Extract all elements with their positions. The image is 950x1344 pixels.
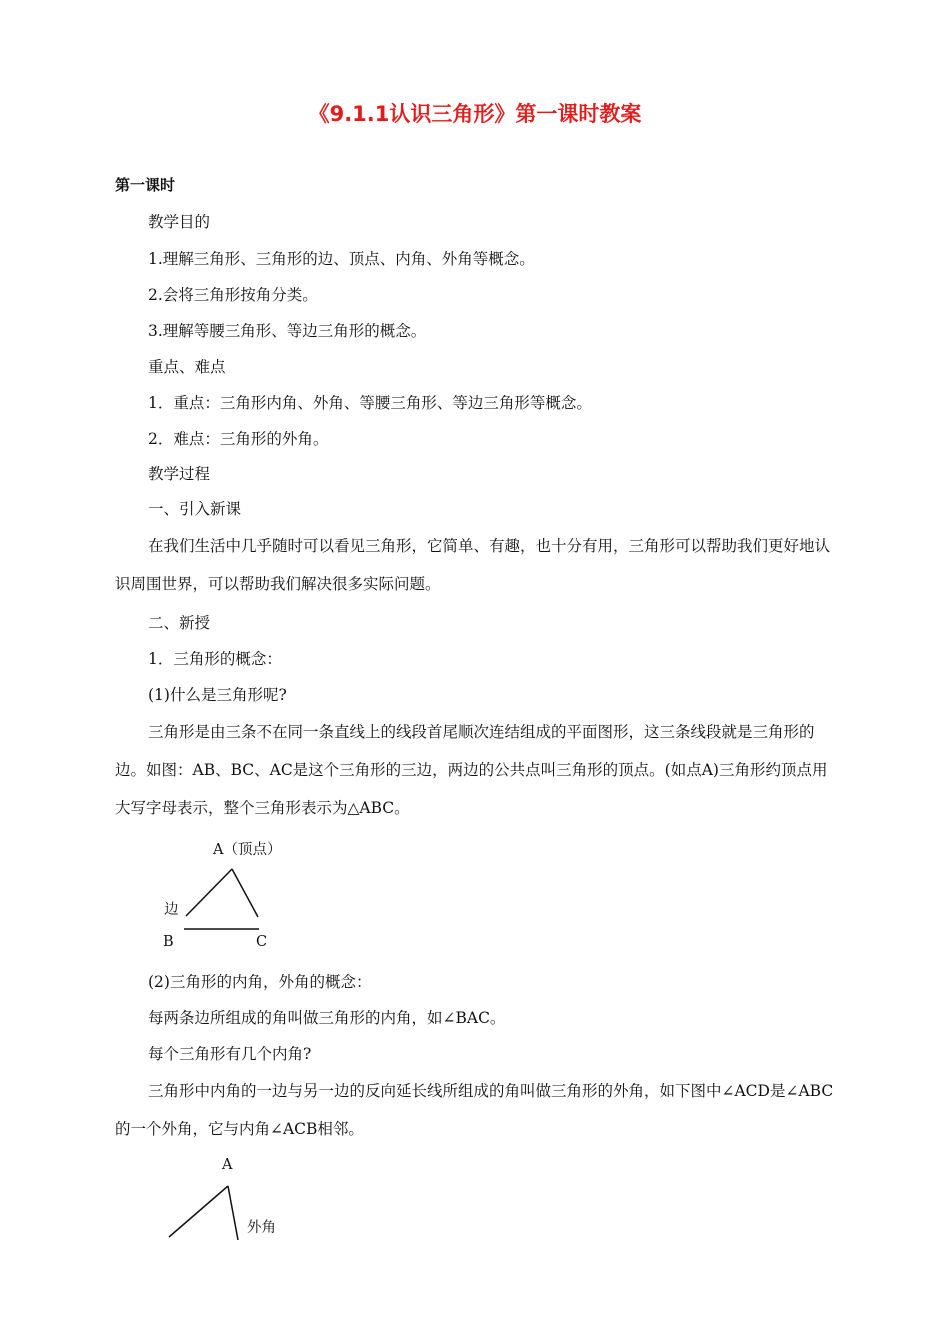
goal-item: 1.理解三角形、三角形的边、顶点、内角、外角等概念。: [148, 250, 535, 268]
side-ba: [169, 1186, 228, 1237]
concept-heading: 1．三角形的概念：: [148, 650, 282, 668]
definition-paragraph: 三角形是由三条不在同一条直线上的线段首尾顺次连结组成的平面图形，这三条线段就是三角形的边。如图：AB、BC、AC是这个三角形的三边，两边的公共点叫三角形的顶点。(如点A)三角形约顶点用大写字母表示，整个三角形表示为△ABC。: [115, 723, 828, 817]
document-title: 《9.1.1认识三角形》第一课时教案: [308, 102, 642, 126]
teaching-goals-heading: 教学目的: [148, 213, 211, 231]
side-ac: [232, 869, 258, 917]
vertex-c-label: C: [256, 934, 268, 950]
triangle-abc-figure: [184, 869, 259, 929]
side-label: 边: [164, 902, 179, 918]
question-line: (1)什么是三角形呢?: [148, 686, 287, 704]
intro-heading: 一、引入新课: [148, 500, 242, 518]
side-ab: [186, 869, 232, 916]
vertex-a-label-2: A: [222, 1157, 233, 1173]
section-heading: 第一课时: [115, 176, 176, 194]
vertex-a-label: A（顶点）: [213, 842, 282, 858]
angle-concept-heading: (2)三角形的内角，外角的概念：: [148, 973, 372, 991]
interior-angle-definition: 每两条边所组成的角叫做三角形的内角，如∠BAC。: [148, 1009, 506, 1027]
difficulty-item: 2．难点：三角形的外角。: [148, 430, 329, 448]
vertex-b-label: B: [163, 934, 174, 950]
side-ac-2: [228, 1186, 238, 1240]
key-points-heading: 重点、难点: [148, 358, 226, 376]
process-heading: 教学过程: [148, 465, 211, 483]
intro-paragraph: 在我们生活中几乎随时可以看见三角形，它简单、有趣，也十分有用，三角形可以帮助我们更好地认识周围世界，可以帮助我们解决很多实际问题。: [115, 537, 831, 593]
question-line-2: 每个三角形有几个内角?: [148, 1045, 312, 1063]
goal-item: 3.理解等腰三角形、等边三角形的概念。: [148, 322, 427, 340]
exterior-angle-figure: [169, 1186, 238, 1240]
exterior-angle-label: 外角: [247, 1220, 276, 1236]
key-point-item: 1．重点：三角形内角、外角、等腰三角形、等边三角形等概念。: [148, 394, 592, 412]
goal-item: 2.会将三角形按角分类。: [148, 286, 318, 304]
exterior-angle-paragraph: 三角形中内角的一边与另一边的反向延长线所组成的角叫做三角形的外角，如下图中∠ACD是∠ABC的一个外角，它与内角∠ACB相邻。: [115, 1082, 834, 1138]
new-lesson-heading: 二、新授: [148, 614, 211, 632]
